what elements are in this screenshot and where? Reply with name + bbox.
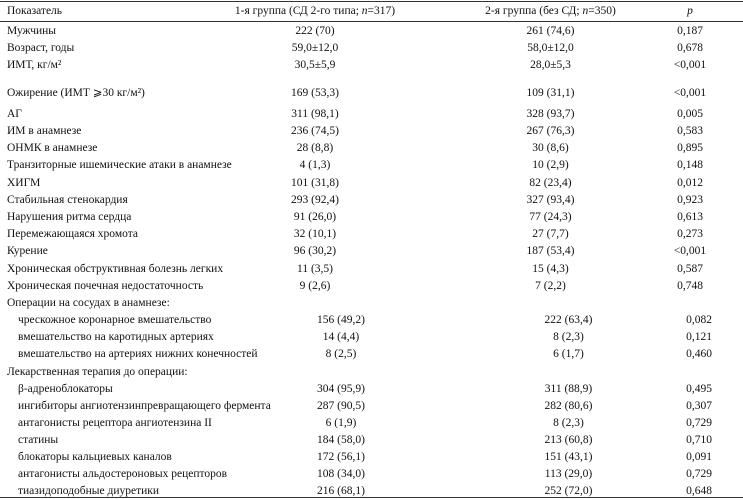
- row-p-value: 0,012: [677, 177, 703, 189]
- row-p-value: 0,460: [686, 348, 712, 360]
- table-row: [0, 295, 743, 311]
- row-label: вмешательство на артериях нижних конечностей: [18, 348, 258, 360]
- row-label: Хроническая почечная недостаточность: [7, 280, 204, 292]
- table-row: [0, 381, 743, 397]
- table-row: [0, 398, 743, 414]
- table-row: [0, 57, 743, 73]
- row-p-value: 0,648: [686, 485, 712, 497]
- row-group1-value: 169 (53,3): [291, 87, 339, 99]
- table-row: [0, 209, 743, 225]
- row-label: Транзиторные ишемические атаки в анамнезе: [7, 159, 232, 171]
- table-row: [0, 175, 743, 191]
- row-group1-value: 222 (70): [295, 25, 335, 37]
- table-row: [0, 432, 743, 448]
- row-group2-value: 187 (53,4): [526, 245, 575, 257]
- row-group2-value: 6 (1,7): [553, 348, 584, 360]
- table-row: [0, 23, 743, 39]
- row-label: β-адреноблокаторы: [18, 383, 113, 395]
- row-group2-value: 311 (88,9): [544, 383, 593, 395]
- table-row: [0, 243, 743, 259]
- row-label: вмешательство на каротидных артериях: [18, 331, 214, 343]
- row-group1-value: 311 (98,1): [291, 108, 339, 120]
- row-label: Нарушения ритма сердца: [7, 211, 132, 223]
- row-label: Хроническая обструктивная болезнь легких: [7, 263, 224, 275]
- row-group1-value: 304 (95,9): [317, 383, 365, 395]
- row-label: ингибиторы ангиотензинпревращающего фермента: [18, 400, 271, 412]
- row-group2-value: 327 (93,4): [526, 194, 575, 206]
- row-p-value: <0,001: [673, 245, 707, 257]
- table-row: [0, 123, 743, 139]
- row-group2-value: 77 (24,3): [529, 211, 572, 223]
- row-group1-value: 172 (56,1): [317, 451, 365, 463]
- row-p-value: 0,495: [686, 383, 712, 395]
- row-p-value: 0,187: [677, 25, 703, 37]
- row-group1-value: 9 (2,6): [299, 280, 331, 292]
- row-group2-value: 7 (2,2): [535, 280, 566, 292]
- row-p-value: 0,710: [686, 434, 712, 446]
- table-header-row: [0, 3, 743, 19]
- table-row: [0, 346, 743, 362]
- row-group2-value: 8 (2,3): [553, 417, 584, 429]
- header-group2: 2-я группа (без СД; n=350): [485, 5, 616, 17]
- row-p-value: 0,729: [686, 417, 712, 429]
- table-row: [0, 40, 743, 56]
- table-row: [0, 140, 743, 156]
- header-indicator: Показатель: [7, 5, 63, 17]
- row-group1-value: 96 (30,2): [293, 245, 337, 257]
- row-p-value: 0,307: [686, 400, 712, 412]
- row-group1-value: 28 (8,8): [296, 142, 334, 154]
- table-row: [0, 226, 743, 242]
- table-row: [0, 85, 743, 101]
- row-group2-value: 10 (2,9): [532, 159, 569, 171]
- row-group1-value: 293 (92,4): [291, 194, 339, 206]
- header-p: p: [687, 5, 693, 17]
- row-label: чрескожное коронарное вмешательство: [18, 314, 212, 326]
- row-p-value: <0,001: [673, 59, 707, 71]
- row-p-value: 0,121: [686, 331, 712, 343]
- table-row: [0, 364, 743, 380]
- table-row: [0, 466, 743, 482]
- row-p-value: 0,678: [677, 42, 703, 54]
- row-p-value: 0,148: [677, 159, 703, 171]
- table-row: [0, 261, 743, 277]
- table-row: [0, 278, 743, 294]
- row-group2-value: 113 (29,0): [544, 468, 593, 480]
- row-group1-value: 101 (31,8): [291, 177, 339, 189]
- table-header-rule: [0, 21, 743, 22]
- row-group2-value: 15 (4,3): [532, 263, 569, 275]
- row-group2-value: 151 (43,1): [544, 451, 593, 463]
- row-group2-value: 261 (74,6): [526, 25, 575, 37]
- row-label: Возраст, годы: [7, 42, 75, 54]
- table-row: [0, 106, 743, 122]
- row-label: Ожирение (ИМТ ⩾30 кг/м²): [7, 87, 145, 99]
- row-p-value: 0,273: [677, 228, 703, 240]
- row-label: Стабильная стенокардия: [7, 194, 128, 206]
- row-p-value: <0,001: [673, 87, 707, 99]
- row-group2-value: 109 (31,1): [526, 87, 575, 99]
- row-group2-value: 82 (23,4): [529, 177, 572, 189]
- row-group2-value: 213 (60,8): [544, 434, 593, 446]
- header-group1: 1-я группа (СД 2-го типа; n=317): [234, 5, 396, 17]
- table-row: [0, 329, 743, 345]
- row-group2-value: 328 (93,7): [526, 108, 575, 120]
- row-label: Лекарственная терапия до операции:: [7, 366, 188, 378]
- table-row: [0, 192, 743, 208]
- row-p-value: 0,923: [677, 194, 703, 206]
- row-label: ИМТ, кг/м²: [7, 59, 62, 71]
- row-label: ИМ в анамнезе: [7, 125, 82, 137]
- table-row: [0, 157, 743, 173]
- row-group1-value: 30,5±5,9: [294, 59, 336, 71]
- row-label: Мужчины: [7, 25, 57, 37]
- row-group2-value: 282 (80,6): [544, 400, 593, 412]
- row-group1-value: 184 (58,0): [317, 434, 365, 446]
- table-top-rule: [0, 1, 743, 2]
- row-p-value: 0,091: [686, 451, 712, 463]
- table-row: [0, 312, 743, 328]
- row-group1-value: 4 (1,3): [299, 159, 331, 171]
- row-label: ОНМК в анамнезе: [7, 142, 98, 154]
- row-group2-value: 28,0±5,3: [530, 59, 571, 71]
- row-group1-value: 156 (49,2): [317, 314, 365, 326]
- table-row: [0, 449, 743, 465]
- row-label: тиазидоподобные диуретики: [18, 485, 159, 497]
- row-group2-value: 267 (76,3): [526, 125, 575, 137]
- row-label: блокаторы кальциевых каналов: [18, 451, 172, 463]
- row-label: Перемежающаяся хромота: [7, 228, 138, 240]
- row-group1-value: 108 (34,0): [317, 468, 365, 480]
- row-label: ХИГМ: [7, 177, 41, 189]
- row-group1-value: 59,0±12,0: [291, 42, 339, 54]
- row-group1-value: 8 (2,5): [325, 348, 357, 360]
- row-p-value: 0,587: [677, 263, 703, 275]
- row-group2-value: 8 (2,3): [553, 331, 584, 343]
- row-label: Курение: [7, 245, 48, 257]
- table-bottom-rule: [0, 497, 743, 498]
- row-group2-value: 30 (8,6): [532, 142, 569, 154]
- row-group1-value: 6 (1,9): [325, 417, 357, 429]
- row-p-value: 0,729: [686, 468, 712, 480]
- row-p-value: 0,583: [677, 125, 703, 137]
- row-label: Операции на сосудах в анамнезе:: [7, 297, 170, 309]
- table-row: [0, 415, 743, 431]
- row-label: антагонисты рецептора ангиотензина II: [18, 417, 212, 429]
- row-group1-value: 11 (3,5): [297, 263, 333, 275]
- row-group2-value: 252 (72,0): [544, 485, 593, 497]
- row-group1-value: 91 (26,0): [293, 211, 337, 223]
- row-group1-value: 287 (90,5): [317, 400, 365, 412]
- row-group2-value: 27 (7,7): [532, 228, 569, 240]
- row-label: статины: [18, 434, 59, 446]
- row-p-value: 0,748: [677, 280, 703, 292]
- row-p-value: 0,895: [677, 142, 703, 154]
- row-group1-value: 32 (10,1): [293, 228, 337, 240]
- row-p-value: 0,005: [677, 108, 703, 120]
- row-group1-value: 216 (68,1): [317, 485, 365, 497]
- row-group2-value: 58,0±12,0: [527, 42, 574, 54]
- row-p-value: 0,613: [677, 211, 703, 223]
- row-label: АГ: [7, 108, 22, 120]
- row-p-value: 0,082: [686, 314, 712, 326]
- row-group2-value: 222 (63,4): [544, 314, 593, 326]
- row-group1-value: 236 (74,5): [291, 125, 339, 137]
- row-group1-value: 14 (4,4): [322, 331, 360, 343]
- row-label: антагонисты альдостероновых рецепторов: [18, 468, 228, 480]
